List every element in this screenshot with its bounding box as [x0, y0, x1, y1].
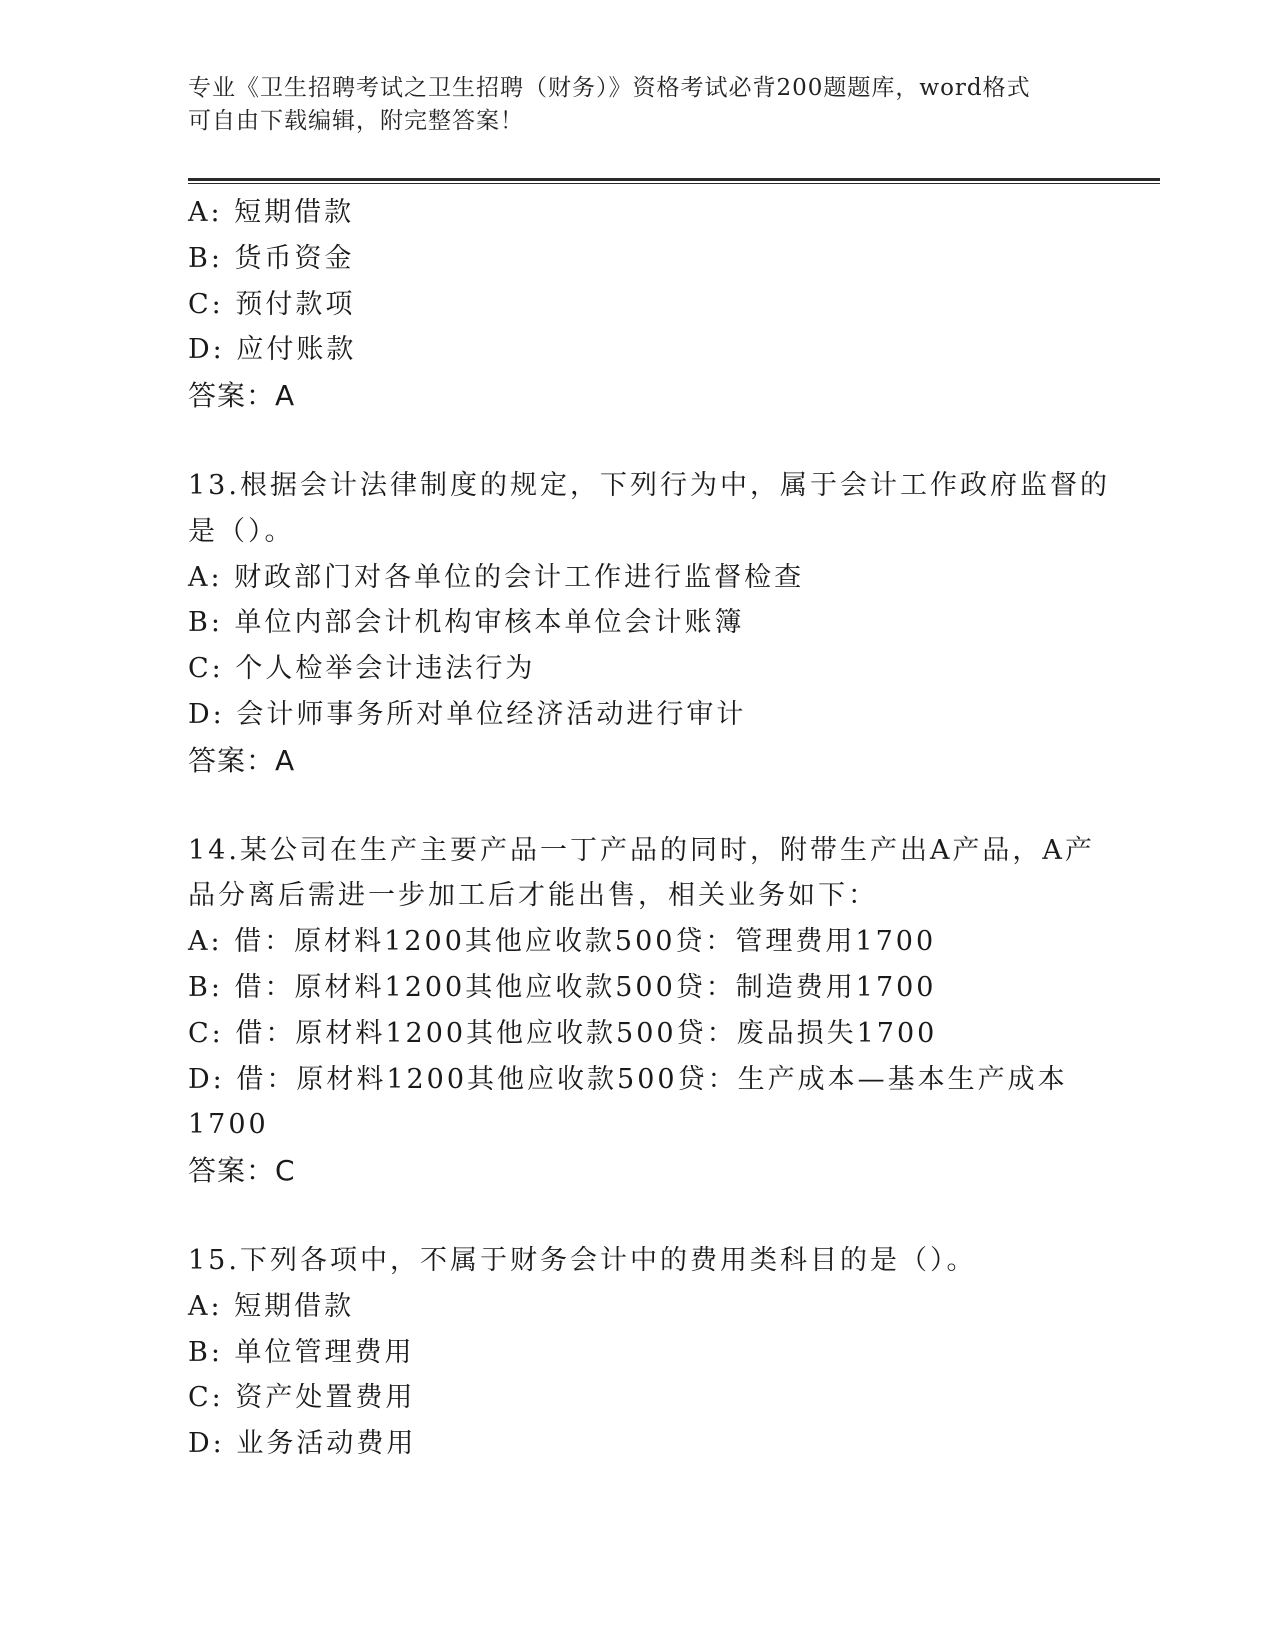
spacer: [188, 784, 1088, 828]
option-b: B: 单位管理费用: [188, 1336, 415, 1368]
option-a: A: 短期借款: [188, 1290, 355, 1322]
option-b: B: 借：原材料1200其他应收款500贷：制造费用1700: [188, 971, 937, 1003]
question-stem-line: 品分离后需进一步加工后才能出售，相关业务如下：: [188, 880, 878, 912]
option-b: B: 货币资金: [188, 242, 355, 274]
question-12-fragment: [188, 190, 1088, 419]
document-header: [188, 72, 1088, 138]
option-c: C: 借：原材料1200其他应收款500贷：废品损失1700: [188, 1017, 938, 1049]
answer-line: 答案：A: [188, 743, 296, 777]
question-13: [188, 463, 1110, 784]
question-stem-line: 14.某公司在生产主要产品一丁产品的同时，附带生产出A产品，A产: [188, 834, 1095, 866]
document-body: [188, 190, 1110, 1467]
question-stem-line: 13.根据会计法律制度的规定，下列行为中，属于会计工作政府监督的: [188, 469, 1110, 501]
option-d: D: 应付账款: [188, 334, 357, 366]
answer-line: 答案：A: [188, 379, 296, 413]
question-14: [188, 828, 1095, 1194]
option-a: A: 短期借款: [188, 197, 355, 228]
question-15: [188, 1238, 1088, 1467]
option-c: C: 个人检举会计违法行为: [188, 653, 536, 685]
option-c: C: 预付款项: [188, 288, 356, 320]
option-b: B: 单位内部会计机构审核本单位会计账簿: [188, 607, 745, 639]
spacer: [188, 1194, 1088, 1238]
question-stem-line: 15.下列各项中，不属于财务会计中的费用类科目的是（）。: [188, 1244, 977, 1276]
option-d: D: 业务活动费用: [188, 1428, 417, 1460]
header-divider: [188, 178, 1160, 184]
option-a: A: 财政部门对各单位的会计工作进行监督检查: [188, 561, 805, 593]
header-title-line-1: 专业《卫生招聘考试之卫生招聘（财务）》资格考试必背200题题库，word格式: [188, 75, 1031, 101]
spacer: [188, 419, 1088, 463]
answer-line: 答案：C: [188, 1154, 296, 1188]
option-d: D: 借：原材料1200其他应收款500贷：生产成本—基本生产成本: [188, 1063, 1068, 1095]
option-d: D: 会计师事务所对单位经济活动进行审计: [188, 698, 747, 730]
option-c: C: 资产处置费用: [188, 1382, 416, 1414]
header-title-line-2: 可自由下载编辑，附完整答案！: [188, 108, 524, 134]
question-stem-line: 是（）。: [188, 515, 295, 547]
option-d-continuation: 1700: [188, 1109, 269, 1141]
option-a: A: 借：原材料1200其他应收款500贷：管理费用1700: [188, 926, 937, 958]
